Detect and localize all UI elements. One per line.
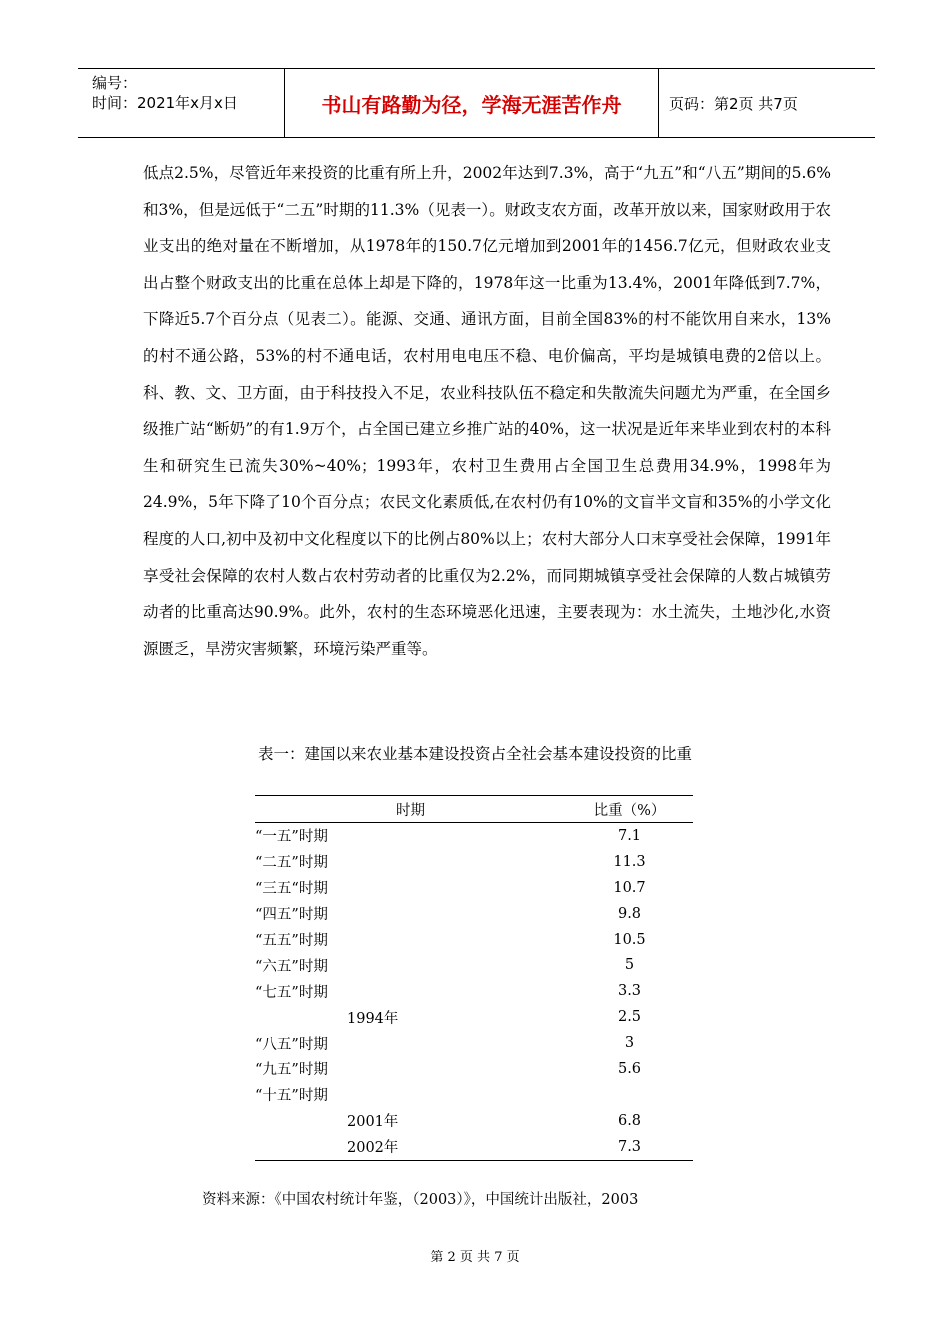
period-cell: “八五”时期 <box>255 1036 328 1053</box>
period-cell: “十五”时期 <box>255 1088 328 1105</box>
ratio-cell: 2.5 <box>617 1009 642 1026</box>
table-caption: 表一：建国以来农业基本建设投资占全社会基本建设投资的比重 <box>257 745 692 763</box>
table-source-note: 资料来源：《中国农村统计年鉴，（2003）》，中国统计出版社，2003 <box>202 1192 639 1208</box>
page-footer: 第 2 页 共 7 页 <box>430 1250 520 1265</box>
header-motto: 书山有路勤为径，学海无涯苦作舟 <box>285 69 659 137</box>
table-row <box>255 1004 693 1030</box>
table-row <box>255 978 693 1004</box>
period-cell: “九五”时期 <box>255 1062 328 1079</box>
ratio-cell: 10.5 <box>613 931 646 948</box>
period-cell: “二五”时期 <box>255 855 328 872</box>
table-header-row <box>255 796 693 823</box>
ratio-cell: 9.8 <box>617 905 642 922</box>
ratio-cell <box>566 1082 693 1108</box>
table-row <box>255 875 693 901</box>
ratio-cell: 10.7 <box>613 879 646 896</box>
period-cell: 2002年 <box>255 1134 566 1160</box>
table-row <box>255 1082 693 1108</box>
table-row <box>255 952 693 978</box>
document-time-label: 时间：2021年x月x日 <box>92 94 238 112</box>
ratio-cell: 3 <box>624 1035 635 1052</box>
ratio-cell: 6.8 <box>617 1112 642 1129</box>
period-cell: “三五“时期 <box>255 881 328 898</box>
period-cell: “一五”时期 <box>255 829 328 846</box>
period-cell: “七五”时期 <box>255 984 328 1001</box>
period-cell: 1994年 <box>347 1010 399 1027</box>
header-page-info: 页码：第2页 共7页 <box>669 94 798 113</box>
table-row <box>255 901 693 927</box>
table-row <box>255 1134 693 1160</box>
period-cell: 2001年 <box>347 1114 399 1131</box>
ratio-cell: 7.1 <box>617 827 642 844</box>
document-number-label: 编号： <box>92 74 138 92</box>
ratio-cell: 5 <box>624 957 635 974</box>
table-row <box>255 1108 693 1134</box>
table-row <box>255 1030 693 1056</box>
column-header-ratio: 比重（%） <box>566 796 693 823</box>
header-meta <box>78 69 285 137</box>
period-cell: “五五”时期 <box>255 933 328 949</box>
investment-ratio-table <box>255 795 693 1161</box>
table-row <box>255 849 693 875</box>
table-row <box>255 1056 693 1082</box>
ratio-cell: 3.3 <box>617 983 642 1000</box>
page-header <box>78 68 875 138</box>
period-cell: “六五”时期 <box>255 958 328 975</box>
period-cell: “四五”时期 <box>255 907 328 924</box>
table-row <box>255 927 693 953</box>
ratio-cell: 11.3 <box>613 853 646 870</box>
ratio-cell: 7.3 <box>566 1134 693 1160</box>
table-row <box>255 823 693 849</box>
column-header-period: 时期 <box>255 796 566 823</box>
body-paragraph: 低点2.5%，尽管近年来投资的比重有所上升，2002年达到7.3%，高于“九五”和“八五”期间的5.6%和3%，但是远低于“二五”时期的11.3%（见表一）。财政支农方面，改革开放以来，国家财政用于农业支出的绝对量在不断增加，从1978年的150.7亿元增加到2001年的1456.7亿元，但财政农业支出占整个财政支出的比重在总体上却是下降的，1978年这一比重为13.4%，2001年降低到7.7%，下降近5.7个百分点（见表二）。能源、交通、通讯方面，目前全国83%的村不能饮用自来水，13%的村不通公路，53%的村不通电话，农村用电电压不稳、电价偏高，平均是城镇电费的2倍以上。科、教、文、卫方面，由于科技投入不足，农业科技队伍不稳定和失散流失问题尤为严重，在全国乡级推广站“断奶”的有1.9万个，占全国已建立乡推广站的40%，这一状况是近年来毕业到农村的本科生和研究生已流失30%~40%；1993年，农村卫生费用占全国卫生总费用34.9%，1998年为24.9%，5年下降了10个百分点；农民文化素质低,在农村仍有10%的文盲半文盲和35%的小学文化程度的人口,初中及初中文化程度以下的比例占80%以上；农村大部分人口末享受社会保障，1991年享受社会保障的农村人数占农村劳动者的比重仅为2.2%，而同期城镇享受社会保障的人数占城镇劳动者的比重高达90.9%。此外，农村的生态环境恶化迅速，主要表现为：水土流失，土地沙化,水资源匮乏，旱涝灾害频繁，环境污染严重等。 <box>143 164 831 658</box>
ratio-cell: 5.6 <box>617 1060 642 1077</box>
